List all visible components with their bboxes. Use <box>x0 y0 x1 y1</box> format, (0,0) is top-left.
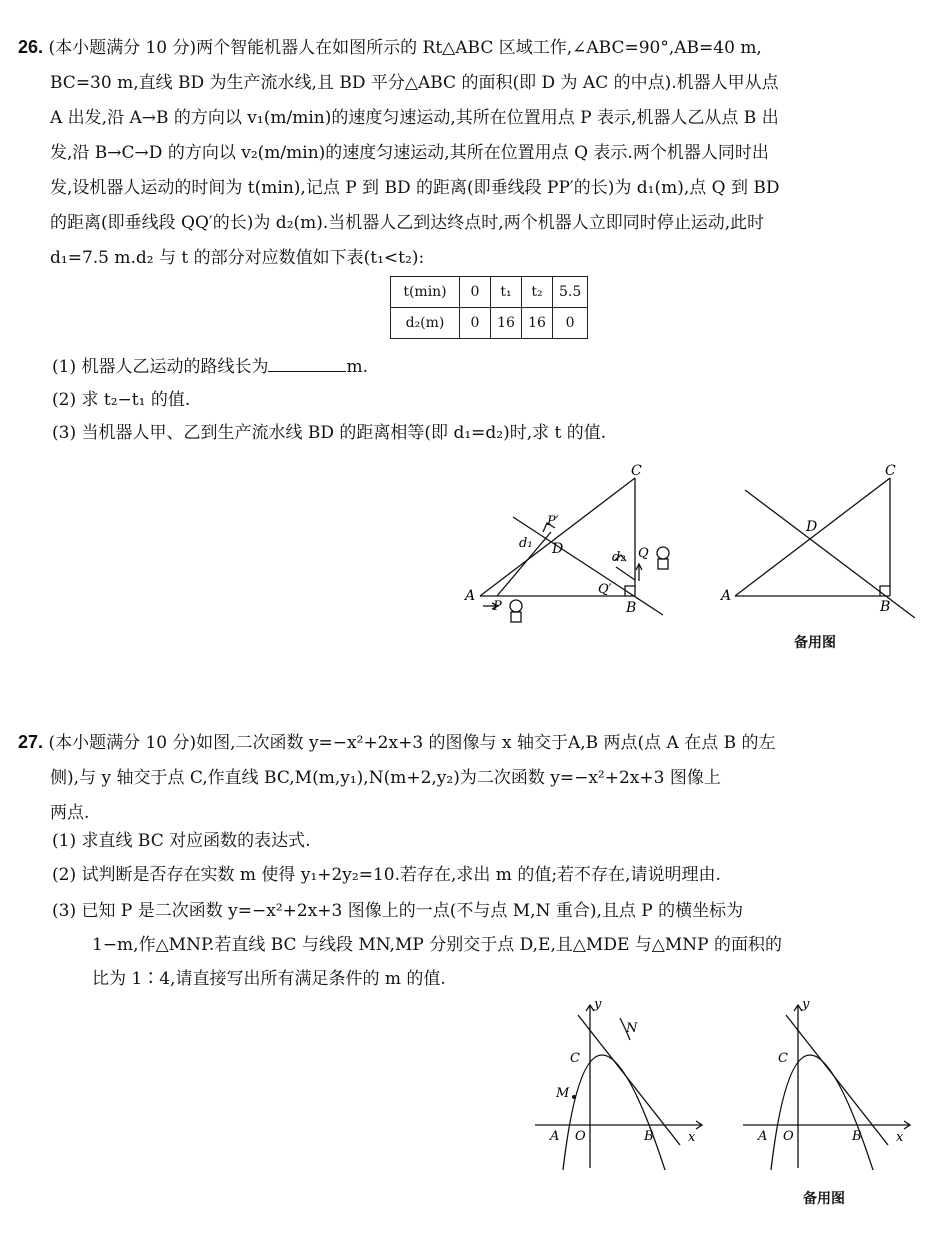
table-cell: t₂ <box>522 277 553 308</box>
q27-backup-figure <box>738 1000 918 1175</box>
q26-backup-figure <box>715 460 920 625</box>
parabola <box>563 1055 665 1170</box>
q26-line-5: 发,设机器人运动的时间为 t(min),记点 P 到 BD 的距离(即垂线段 PP′的长)为 d₁(m),点 Q 到 BD <box>50 178 780 198</box>
label-a: A <box>465 588 476 604</box>
table-cell: t₁ <box>491 277 522 308</box>
label-q-prime: Q′ <box>598 582 612 597</box>
q26-value-table <box>390 276 588 339</box>
label-c: C <box>778 1051 788 1066</box>
q26-line-3: A 出发,沿 A→B 的方向以 v₁(m/min)的速度匀速运动,其所在位置用点 P 表示,机器人乙从点 B 出 <box>50 108 779 128</box>
q27-sub3: (3) 已知 P 是二次函数 y=−x²+2x+3 图像上的一点(不与点 M,N 重合),且点 P 的横坐标为 1−m,作△MNP.若直线 BC 与线段 MN,MP 分别交于点 D,E,且△MDE 与△MNP 的面积的 比为 1∶4,请直接写出所有满足条件的 m 的值. <box>52 901 782 989</box>
answer-blank[interactable] <box>268 353 346 372</box>
label-p: P <box>493 599 502 614</box>
table-cell: 0 <box>460 308 491 339</box>
q26-backup-caption: 备用图 <box>794 634 836 650</box>
label-y: y <box>802 1000 810 1012</box>
label-o: O <box>783 1129 794 1144</box>
label-d: D <box>806 519 818 535</box>
label-n: N <box>626 1021 638 1036</box>
label-d1: d₁ <box>519 536 533 551</box>
table-cell: 5.5 <box>553 277 588 308</box>
label-b: B <box>644 1129 654 1144</box>
q27-line-1: 27. (本小题满分 10 分)如图,二次函数 y=−x²+2x+3 的图像与 x 轴交于A,B 两点(点 A 在点 B 的左 <box>18 732 776 753</box>
q26-number: 26. <box>18 37 44 57</box>
q27-sub2: (2) 试判断是否存在实数 m 使得 y₁+2y₂=10.若存在,求出 m 的值;若不存在,请说明理由. <box>52 865 721 885</box>
robot-a-body <box>511 612 521 622</box>
table-cell: d₂(m) <box>391 308 460 339</box>
table-row <box>391 277 588 308</box>
label-c: C <box>570 1051 580 1066</box>
label-x: x <box>896 1130 904 1145</box>
label-q: Q <box>638 546 649 561</box>
label-m: M <box>556 1086 570 1101</box>
table-cell: t(min) <box>391 277 460 308</box>
robot-b-icon <box>657 547 669 559</box>
q26-line-2: BC=30 m,直线 BD 为生产流水线,且 BD 平分△ABC 的面积(即 D 为 AC 的中点).机器人甲从点 <box>50 73 779 93</box>
q26-text <box>18 30 898 276</box>
table-cell: 0 <box>460 277 491 308</box>
label-d: D <box>552 541 564 557</box>
segment-qq <box>616 567 635 580</box>
q26-line-6: 的距离(即垂线段 QQ′的长)为 d₂(m).当机器人乙到达终点时,两个机器人立即同时停止运动,此时 <box>50 213 765 233</box>
label-o: O <box>575 1129 586 1144</box>
segment-ac <box>480 478 635 596</box>
segment-ac <box>735 478 890 596</box>
q26-sub2: (2) 求 t₂−t₁ 的值. <box>52 390 191 410</box>
label-c: C <box>631 463 642 479</box>
point-m <box>572 1095 576 1099</box>
q27-sub1: (1) 求直线 BC 对应函数的表达式. <box>52 831 311 851</box>
table-cell: 0 <box>553 308 588 339</box>
q26-figure <box>455 460 695 635</box>
q26-sub3: (3) 当机器人甲、乙到生产流水线 BD 的距离相等(即 d₁=d₂)时,求 t 的值. <box>52 423 607 443</box>
table-cell: 16 <box>491 308 522 339</box>
table-row <box>391 308 588 339</box>
q27-figure <box>530 1000 710 1175</box>
label-a: A <box>721 588 732 604</box>
q26-line-4: 发,沿 B→C→D 的方向以 v₂(m/min)的速度匀速运动,其所在位置用点 Q 表示.两个机器人同时出 <box>50 143 769 163</box>
robot-a-icon <box>510 600 522 612</box>
q26-sub1: (1) 机器人乙运动的路线长为 m. <box>52 352 368 382</box>
label-x: x <box>688 1130 696 1145</box>
table-cell: 16 <box>522 308 553 339</box>
q27-line-3: 两点. <box>50 803 90 823</box>
label-p-prime: P′ <box>547 514 559 529</box>
robot-b-body <box>658 559 668 569</box>
q27-backup-caption: 备用图 <box>803 1190 845 1206</box>
label-b: B <box>852 1129 862 1144</box>
q26-line-1: 26. (本小题满分 10 分)两个智能机器人在如图所示的 Rt△ABC 区域工作,∠ABC=90°,AB=40 m, <box>18 37 762 58</box>
right-angle-b <box>880 586 890 596</box>
label-b: B <box>880 599 891 615</box>
q27-text <box>18 725 898 831</box>
label-y: y <box>594 1000 602 1012</box>
label-d2: d₂ <box>612 550 626 565</box>
label-a: A <box>758 1129 768 1144</box>
q27-number: 27. <box>18 732 44 752</box>
label-c: C <box>885 463 896 479</box>
q26-line-7: d₁=7.5 m.d₂ 与 t 的部分对应数值如下表(t₁<t₂): <box>50 248 425 268</box>
label-a: A <box>550 1129 560 1144</box>
parabola <box>771 1055 873 1170</box>
label-b: B <box>626 600 637 616</box>
q27-line-2: 侧),与 y 轴交于点 C,作直线 BC,M(m,y₁),N(m+2,y₂)为二次函数 y=−x²+2x+3 图像上 <box>50 768 721 788</box>
